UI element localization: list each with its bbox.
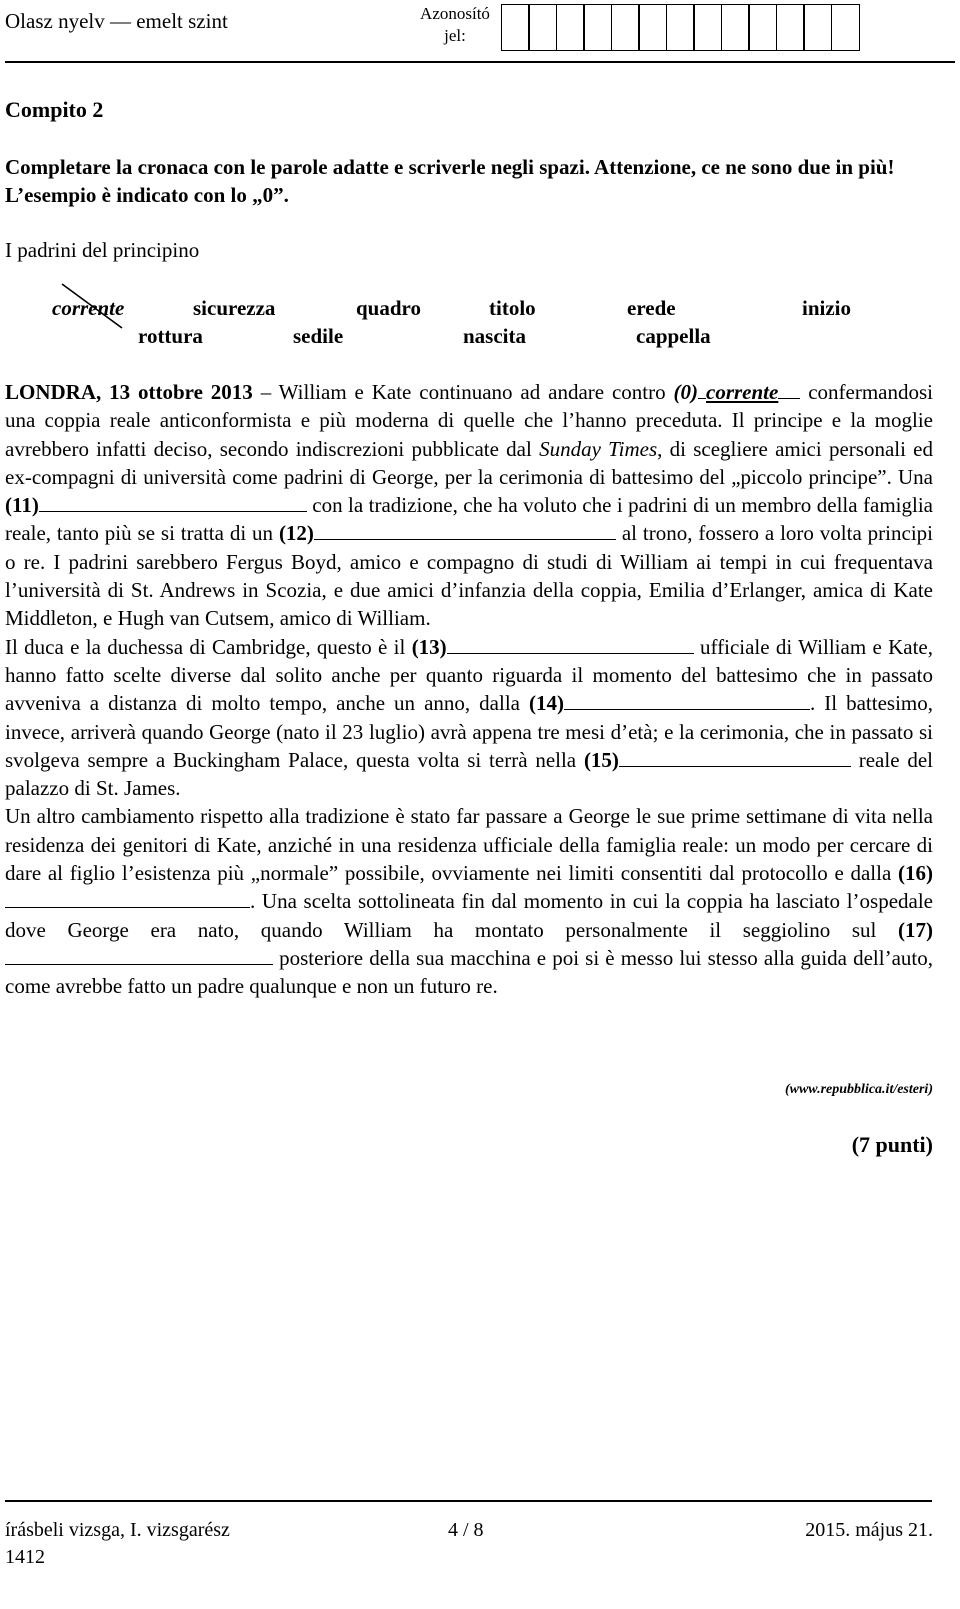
source-citation: (www.repubblica.it/esteri): [784, 1082, 933, 1097]
id-label: Azonosító jel:: [420, 4, 490, 45]
word-bank-item: quadro: [356, 296, 421, 320]
answer-gap-13[interactable]: [447, 635, 694, 654]
strikethrough-mark: [60, 282, 140, 332]
footer-divider: [5, 1500, 932, 1502]
word-bank-item: rottura: [138, 324, 203, 348]
word-bank-item: sedile: [293, 324, 344, 348]
id-box[interactable]: [748, 4, 777, 51]
page-header: [5, 0, 955, 64]
id-box[interactable]: [528, 4, 557, 51]
answer-gap-12[interactable]: [314, 521, 616, 540]
word-bank-item: nascita: [463, 324, 526, 348]
word-bank-item: erede: [627, 296, 676, 320]
word-bank-item: cappella: [636, 324, 711, 348]
footer-date: 2015. május 21.: [805, 1519, 933, 1541]
id-boxes: [502, 4, 860, 51]
answer-gap-15[interactable]: [619, 748, 851, 767]
footer-code: 1412: [5, 1546, 45, 1568]
id-box[interactable]: [666, 4, 695, 51]
article-text: [5, 378, 933, 1001]
task-instructions: Completare la cronaca con le parole adatte e scriverle negli spazi. Attenzione, ce ne sono due in più! L’esempio è indicato con lo „0”.: [5, 155, 895, 207]
header-divider: [5, 61, 955, 63]
article-paragraph: Il duca e la duchessa di Cambridge, questo è il (13) ufficiale di William e Kate, hanno fatto scelte diverse dal solito anche per quanto riguarda il momento del battesimo che in passato avveniva a distanza di molto tempo, anche un anno, dalla (14) . Il battesimo, invece, arriverà quando George (nato il 23 luglio) avrà appena tre mesi d’età; e la cerimonia, che in passato si svolgeva sempre a Buckingham Palace, questa volta si terrà nella (15) reale del palazzo di St. James.: [5, 634, 934, 801]
article-paragraph: LONDRA, 13 ottobre 2013 – William e Kate continuano ad andare contro (0) corrente confermandosi una coppia reale anticonformista e più moderna di quelle che l’hanno preceduta. Il principe e la moglie avrebbero infatti deciso, secondo indiscrezioni pubblicate dal Sunday Times, di scegliere amici personali ed ex-compagni di università come padrini di George, per la cerimonia di battesimo del „piccolo principe”. Una (11) con la tradizione, che ha voluto che i padrini di un membro della famiglia reale, tanto più se si tratta di un (12) al trono, fossero a loro volta principi o re. I padrini sarebbero Fergus Boyd, amico e compagno di studi di William ai tempi in cui frequentava l’università di St. Andrews in Scozia, e due amici d’infanzia della coppia, Emilia d’Erlanger, amica di Kate Middleton, e Hugh van Cutsem, amico di William.: [5, 380, 933, 631]
answer-gap-17[interactable]: [5, 946, 273, 965]
answer-gap-16[interactable]: [5, 889, 250, 908]
id-box[interactable]: [501, 4, 530, 51]
page-number: 4 / 8: [448, 1519, 484, 1541]
id-box[interactable]: [611, 4, 640, 51]
points-label: (7 punti): [851, 1132, 933, 1157]
id-box[interactable]: [831, 4, 860, 51]
id-box[interactable]: [803, 4, 832, 51]
word-bank-item: sicurezza: [193, 296, 276, 320]
id-box[interactable]: [556, 4, 585, 51]
answer-gap-11[interactable]: [39, 493, 307, 512]
word-bank-item: corrente: [52, 296, 125, 320]
id-box[interactable]: [776, 4, 805, 51]
id-box[interactable]: [638, 4, 667, 51]
id-box[interactable]: [583, 4, 612, 51]
example-answer: corrente: [706, 380, 779, 404]
answer-gap-14[interactable]: [564, 691, 810, 710]
footer-exam-part: írásbeli vizsga, I. vizsgarész: [5, 1519, 230, 1541]
word-bank-item: titolo: [489, 296, 536, 320]
exam-title: Olasz nyelv — emelt szint: [5, 9, 228, 33]
text-title: I padrini del principino: [5, 238, 200, 262]
id-box[interactable]: [721, 4, 750, 51]
word-bank-item: inizio: [802, 296, 852, 320]
task-title: Compito 2: [5, 97, 104, 122]
article-paragraph: Un altro cambiamento rispetto alla tradizione è stato far passare a George le sue prime settimane di vita nella residenza dei genitori di Kate, anziché in una residenza ufficiale della famiglia reale: un modo per cercare di dare al figlio l’esistenza più „normale” possibile, ovviamente nei limiti consentiti dal protocollo e dalla (16). Una scelta sottolineata fin dal momento in cui la coppia ha lasciato l’ospedale dove George era nato, quando William ha montato personalmente il seggiolino sul (17) posteriore della sua macchina e poi si è messo lui stesso alla guida dell’auto, come avrebbe fatto un padre qualunque e non un futuro re.: [5, 804, 933, 999]
id-box[interactable]: [693, 4, 722, 51]
